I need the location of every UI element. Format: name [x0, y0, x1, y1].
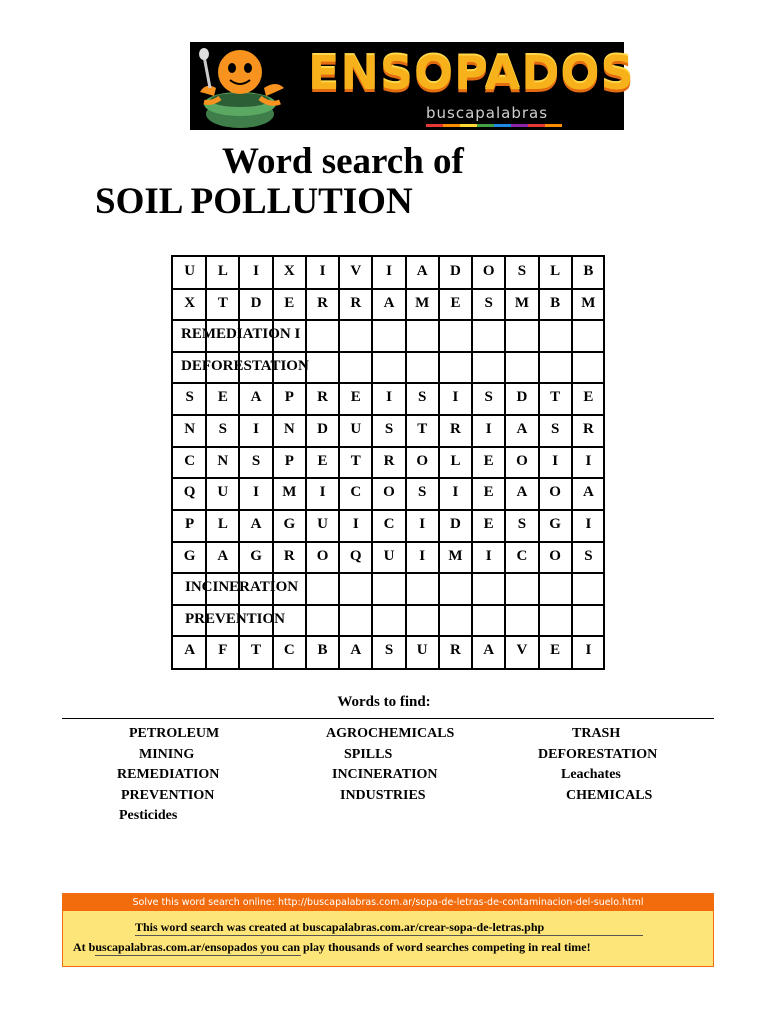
- grid-letter[interactable]: A: [184, 642, 196, 659]
- grid-letter[interactable]: U: [383, 547, 395, 564]
- grid-letter[interactable]: S: [484, 294, 493, 311]
- grid-letter[interactable]: I: [585, 452, 592, 469]
- grid-letter[interactable]: S: [418, 389, 427, 406]
- grid-letter[interactable]: D: [516, 389, 528, 406]
- grid-letter[interactable]: I: [253, 484, 259, 501]
- word-to-find: INCINERATION: [332, 767, 438, 782]
- grid-letter[interactable]: R: [283, 547, 295, 564]
- grid-row-text[interactable]: PREVENTION: [185, 610, 286, 627]
- grid-line: [173, 541, 603, 543]
- grid-letter[interactable]: G: [283, 515, 296, 532]
- grid-letter[interactable]: I: [485, 421, 492, 438]
- word-to-find: REMEDIATION: [117, 767, 220, 782]
- underline: [95, 955, 301, 956]
- grid-letter[interactable]: E: [450, 294, 461, 311]
- grid-letter[interactable]: M: [282, 484, 297, 501]
- grid-letter[interactable]: D: [450, 263, 461, 279]
- grid-letter[interactable]: S: [251, 452, 261, 469]
- underline: [135, 935, 643, 936]
- grid-letter[interactable]: C: [383, 515, 395, 532]
- word-to-find: Leachates: [561, 767, 621, 782]
- grid-letter[interactable]: R: [383, 452, 395, 469]
- grid-letter[interactable]: E: [350, 389, 361, 406]
- word-to-find: PETROLEUM: [129, 726, 220, 741]
- grid-letter[interactable]: A: [582, 484, 594, 501]
- ensopados-banner[interactable]: [190, 42, 635, 130]
- grid-letter[interactable]: G: [183, 547, 196, 564]
- grid-letter[interactable]: X: [184, 294, 196, 311]
- grid-letter[interactable]: I: [253, 263, 259, 279]
- grid-letter[interactable]: U: [184, 263, 196, 279]
- grid-letter[interactable]: M: [514, 294, 530, 311]
- grid-letter[interactable]: C: [350, 484, 362, 501]
- grid-letter[interactable]: I: [419, 547, 426, 564]
- grid-letter[interactable]: I: [552, 452, 559, 469]
- grid-letter[interactable]: A: [416, 263, 428, 279]
- grid-letter[interactable]: V: [350, 263, 362, 279]
- grid-row-text[interactable]: INCINERATION: [185, 579, 299, 596]
- grid-letter[interactable]: B: [550, 294, 561, 311]
- grid-letter[interactable]: S: [550, 421, 560, 438]
- grid-letter[interactable]: I: [485, 547, 492, 564]
- grid-letter[interactable]: E: [483, 515, 494, 532]
- grid-letter[interactable]: R: [317, 389, 328, 406]
- solve-online-link[interactable]: Solve this word search online: http://buscapalabras.com.ar/sopa-de-letras-de-contaminacion-del-suelo.html: [63, 894, 713, 911]
- grid-letter[interactable]: F: [218, 642, 228, 659]
- grid-letter[interactable]: T: [550, 389, 561, 406]
- grid-letter[interactable]: A: [516, 484, 528, 501]
- grid-letter[interactable]: R: [350, 294, 362, 311]
- grid-letter[interactable]: P: [284, 452, 294, 469]
- grid-letter[interactable]: M: [415, 294, 430, 311]
- grid-letter[interactable]: S: [185, 389, 194, 406]
- grid-letter[interactable]: C: [184, 452, 196, 469]
- grid-letter[interactable]: U: [317, 515, 328, 532]
- grid-row-text[interactable]: REMEDIATION I: [181, 326, 301, 343]
- created-at-text: This word search was created at buscapalabras.com.ar/crear-sopa-de-letras.php: [135, 920, 545, 934]
- grid-letter[interactable]: O: [549, 547, 561, 564]
- grid-letter[interactable]: I: [419, 515, 426, 532]
- octopus-pot-icon: [196, 42, 296, 130]
- brand-logo-text: ENSOPADOS: [308, 46, 635, 100]
- grid-letter[interactable]: I: [319, 263, 326, 279]
- grid-letter[interactable]: E: [217, 389, 228, 406]
- grid-letter[interactable]: U: [350, 421, 362, 438]
- word-to-find: PREVENTION: [121, 787, 215, 803]
- grid-letter[interactable]: S: [484, 389, 493, 406]
- grid-letter[interactable]: I: [386, 389, 392, 406]
- grid-letter[interactable]: V: [516, 642, 528, 659]
- grid-letter[interactable]: O: [316, 547, 329, 564]
- grid-letter[interactable]: I: [452, 484, 459, 501]
- word-to-find: SPILLS: [344, 746, 393, 762]
- play-text: At buscapalabras.com.ar/ensopados you can play thousands of word searches competing in real time!: [73, 940, 591, 954]
- grid-letter[interactable]: O: [416, 452, 429, 469]
- grid-letter[interactable]: I: [386, 263, 392, 279]
- grid-line: [173, 288, 603, 290]
- grid-letter[interactable]: E: [284, 294, 295, 311]
- grid-letter[interactable]: B: [583, 263, 594, 279]
- grid-letter[interactable]: A: [250, 515, 262, 532]
- color-stripes: [426, 124, 562, 127]
- stripe: [443, 124, 460, 127]
- grid-letter[interactable]: I: [585, 515, 592, 532]
- grid-letter[interactable]: Q: [349, 547, 362, 564]
- grid-letter[interactable]: T: [417, 421, 428, 438]
- grid-line: [173, 351, 603, 353]
- grid-line: [173, 572, 603, 574]
- grid-letter[interactable]: E: [317, 452, 328, 469]
- grid-letter[interactable]: L: [550, 263, 561, 279]
- stripe: [528, 124, 545, 127]
- grid-letter[interactable]: T: [350, 452, 361, 469]
- divider: [62, 718, 714, 719]
- grid-letter[interactable]: A: [483, 642, 495, 659]
- grid-letter[interactable]: G: [250, 547, 262, 564]
- stripe: [494, 124, 511, 127]
- grid-letter[interactable]: S: [517, 515, 527, 532]
- grid-letter[interactable]: X: [283, 263, 295, 279]
- grid-letter[interactable]: O: [482, 263, 495, 279]
- grid-letter[interactable]: I: [585, 642, 592, 659]
- grid-letter[interactable]: C: [283, 642, 295, 659]
- grid-letter[interactable]: I: [352, 515, 359, 532]
- footer-box: [62, 893, 714, 967]
- grid-letter[interactable]: T: [251, 642, 262, 659]
- word-to-find: MINING: [139, 746, 195, 762]
- grid-letter[interactable]: L: [217, 263, 228, 279]
- grid-letter[interactable]: S: [384, 421, 394, 438]
- grid-letter[interactable]: L: [217, 515, 228, 532]
- word-to-find: CHEMICALS: [566, 787, 653, 803]
- word-to-find: DEFORESTATION: [538, 746, 658, 762]
- grid-row-text[interactable]: DEFORESTATION: [181, 357, 309, 374]
- stripe: [460, 124, 477, 127]
- grid-line: [173, 382, 603, 384]
- grid-letter[interactable]: P: [185, 515, 195, 532]
- grid-letter[interactable]: M: [448, 547, 463, 564]
- grid-letter[interactable]: N: [217, 452, 229, 469]
- grid-letter[interactable]: C: [516, 547, 528, 564]
- grid-letter[interactable]: O: [549, 484, 561, 501]
- page-title-line2: SOIL POLLUTION: [95, 181, 413, 222]
- grid-letter[interactable]: A: [250, 389, 262, 406]
- grid-letter[interactable]: E: [483, 484, 494, 501]
- stripe: [477, 124, 494, 127]
- grid-letter[interactable]: A: [217, 547, 229, 564]
- word-to-find: INDUSTRIES: [340, 787, 426, 803]
- grid-letter[interactable]: S: [218, 421, 228, 438]
- grid-letter[interactable]: P: [284, 389, 294, 406]
- stripe: [426, 124, 443, 127]
- grid-letter[interactable]: L: [450, 452, 461, 469]
- grid-letter[interactable]: E: [550, 642, 561, 659]
- grid-line: [173, 635, 603, 637]
- words-to-find-heading: Words to find:: [337, 694, 431, 710]
- grid-letter[interactable]: T: [217, 294, 228, 311]
- grid-letter[interactable]: O: [383, 484, 395, 501]
- word-to-find: AGROCHEMICALS: [326, 726, 455, 741]
- grid-letter[interactable]: S: [517, 263, 527, 279]
- grid-letter[interactable]: R: [317, 294, 328, 311]
- stripe: [511, 124, 528, 127]
- grid-line: [173, 477, 603, 479]
- grid-letter[interactable]: R: [450, 642, 461, 659]
- word-search-grid: [171, 255, 605, 670]
- ensopados-link[interactable]: buscapalabras.com.ar/ensopados: [88, 940, 258, 954]
- grid-letter[interactable]: U: [217, 484, 229, 501]
- grid-letter[interactable]: I: [452, 389, 459, 406]
- grid-letter[interactable]: D: [317, 421, 328, 438]
- grid-letter[interactable]: A: [350, 642, 362, 659]
- word-to-find: TRASH: [572, 726, 621, 741]
- grid-letter[interactable]: E: [583, 389, 594, 406]
- grid-letter[interactable]: S: [584, 547, 593, 564]
- create-word-search-link[interactable]: buscapalabras.com.ar/crear-sopa-de-letras.php: [302, 920, 545, 934]
- grid-letter[interactable]: I: [319, 484, 326, 501]
- grid-line: [173, 319, 603, 321]
- grid-letter[interactable]: B: [317, 642, 328, 659]
- stripe: [545, 124, 562, 127]
- word-to-find: Pesticides: [119, 808, 178, 823]
- grid-letter[interactable]: G: [549, 515, 561, 532]
- grid-letter[interactable]: N: [283, 421, 295, 438]
- grid-line: [173, 604, 603, 606]
- grid-letter[interactable]: D: [450, 515, 461, 532]
- grid-letter[interactable]: R: [582, 421, 594, 438]
- grid-line: [173, 509, 603, 511]
- grid-letter[interactable]: M: [581, 294, 596, 311]
- grid-letter[interactable]: Q: [183, 484, 196, 501]
- grid-letter[interactable]: U: [416, 642, 428, 659]
- grid-letter[interactable]: O: [516, 452, 528, 469]
- grid-letter[interactable]: S: [384, 642, 394, 659]
- grid-letter[interactable]: A: [383, 294, 395, 311]
- brand-subtitle: buscapalabras: [426, 104, 549, 122]
- grid-line: [173, 414, 603, 416]
- grid-letter[interactable]: I: [253, 421, 259, 438]
- grid-letter[interactable]: N: [184, 421, 196, 438]
- grid-letter[interactable]: S: [418, 484, 427, 501]
- grid-letter[interactable]: A: [516, 421, 528, 438]
- grid-line: [173, 446, 603, 448]
- grid-letter[interactable]: E: [483, 452, 494, 469]
- grid-letter[interactable]: R: [450, 421, 461, 438]
- grid-letter[interactable]: D: [250, 294, 262, 311]
- page-title-line1: Word search of: [222, 141, 464, 182]
